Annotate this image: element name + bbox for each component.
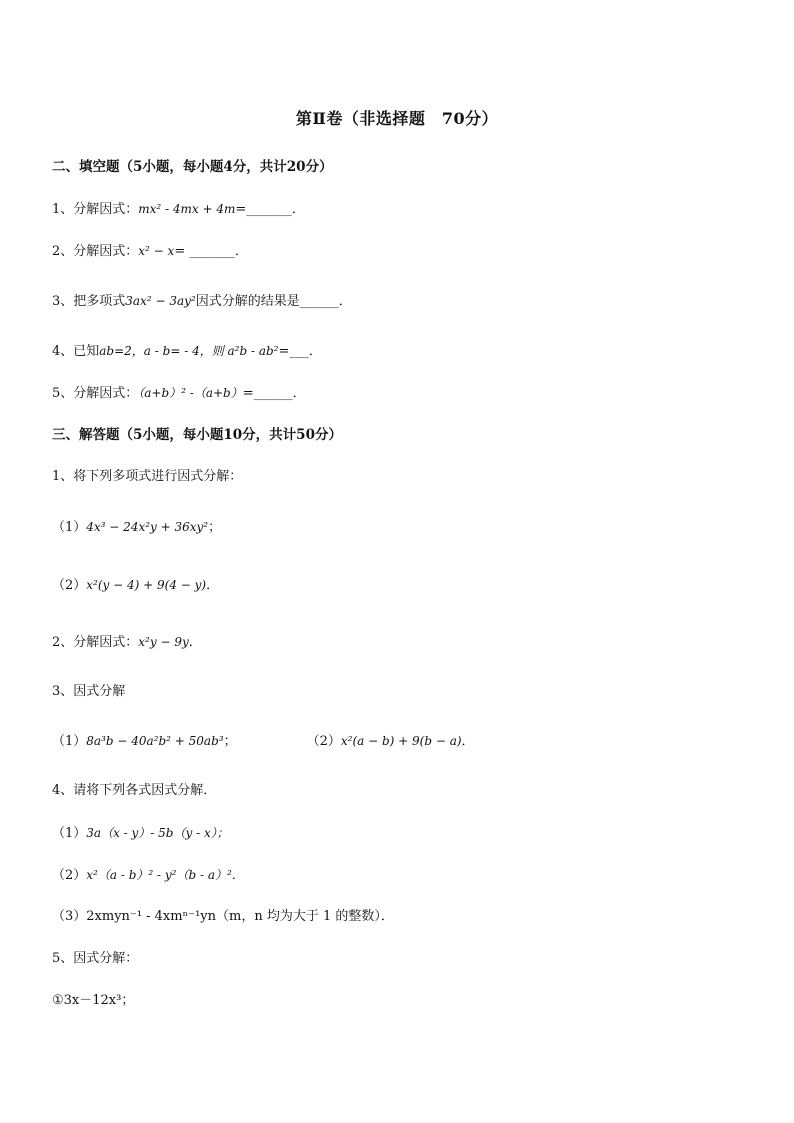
punctuation: ； bbox=[223, 734, 237, 749]
part-number: （2） bbox=[306, 734, 341, 749]
math-expression: 8a³b − 40a²b² + 50ab³ bbox=[86, 734, 224, 748]
question-label: 2、分解因式： bbox=[52, 244, 139, 259]
question-label: 5、分解因式： bbox=[52, 386, 139, 401]
part-number: （1） bbox=[52, 520, 87, 535]
math-expression: 3ax² − 3ay² bbox=[125, 294, 196, 308]
math-expression: x²(y − 4) + 9(4 − y) bbox=[86, 578, 207, 592]
punctuation: ． bbox=[461, 734, 475, 749]
answer-question-5-part-1: ①3x－12x³； bbox=[52, 993, 135, 1008]
section-answer-heading: 三、解答题（5小题，每小题10分，共计50分） bbox=[52, 427, 342, 443]
fill-question-1 bbox=[52, 200, 305, 219]
answer-blank: =______． bbox=[242, 386, 306, 401]
question-label: 1、分解因式： bbox=[52, 202, 139, 217]
answer-question-1: 1、将下列多项式进行因式分解： bbox=[52, 469, 243, 484]
answer-blank: 因式分解的结果是______． bbox=[195, 294, 352, 309]
question-text: 3a（x - y）- 5b（y - x）； bbox=[86, 826, 229, 840]
part-number: （2） bbox=[52, 868, 87, 883]
fill-question-5 bbox=[52, 384, 306, 403]
answer-question-1-part-2 bbox=[52, 576, 219, 595]
page-title: 第Ⅱ卷（非选择题 70分） bbox=[295, 109, 499, 128]
question-label: 4、已知 bbox=[52, 344, 100, 359]
math-expression: x² − x bbox=[138, 244, 175, 258]
question-text: x²（a - b）² - y²（b - a）²． bbox=[86, 868, 244, 882]
answer-question-2 bbox=[52, 633, 202, 652]
question-text: 2xmyn⁻¹ - 4xmⁿ⁻¹yn（m，n 均为大于 1 的整数）． bbox=[86, 909, 394, 924]
punctuation: ； bbox=[208, 520, 222, 535]
part-number: （2） bbox=[52, 578, 87, 593]
answer-blank: =_______． bbox=[235, 202, 305, 217]
math-expression: 4x³ − 24x²y + 36xy² bbox=[86, 520, 209, 534]
answer-blank: =___． bbox=[278, 344, 322, 359]
question-label: 2、分解因式： bbox=[52, 635, 139, 650]
math-expression: x²(a − b) + 9(b − a) bbox=[340, 734, 462, 748]
math-expression: x²y − 9y bbox=[138, 635, 189, 649]
answer-question-4-part-1 bbox=[52, 824, 229, 843]
part-number: （3） bbox=[52, 909, 87, 924]
answer-question-4-part-3 bbox=[52, 908, 394, 926]
answer-question-4-part-2 bbox=[52, 866, 244, 885]
answer-question-5: 5、因式分解： bbox=[52, 951, 139, 966]
fill-question-2 bbox=[52, 242, 248, 261]
answer-blank: = _______． bbox=[174, 244, 248, 259]
part-number: （1） bbox=[52, 734, 87, 749]
punctuation: ． bbox=[206, 578, 220, 593]
section-fill-in-heading: 二、填空题（5小题，每小题4分，共计20分） bbox=[52, 159, 333, 175]
math-expression: ab=2，a - b= - 4，则 a²b - ab² bbox=[99, 344, 279, 358]
question-label: 3、把多项式 bbox=[52, 294, 126, 309]
fill-question-3 bbox=[52, 292, 352, 311]
math-expression: （a+b）² -（a+b） bbox=[138, 386, 243, 400]
answer-question-1-part-1 bbox=[52, 518, 221, 537]
answer-question-3: 3、因式分解 bbox=[52, 684, 126, 699]
math-expression: mx² - 4mx + 4m bbox=[138, 202, 236, 216]
fill-question-4 bbox=[52, 342, 322, 361]
punctuation: ． bbox=[188, 635, 202, 650]
answer-question-3-parts bbox=[52, 732, 475, 751]
part-number: （1） bbox=[52, 826, 87, 841]
answer-question-4: 4、请将下列各式因式分解． bbox=[52, 783, 217, 798]
